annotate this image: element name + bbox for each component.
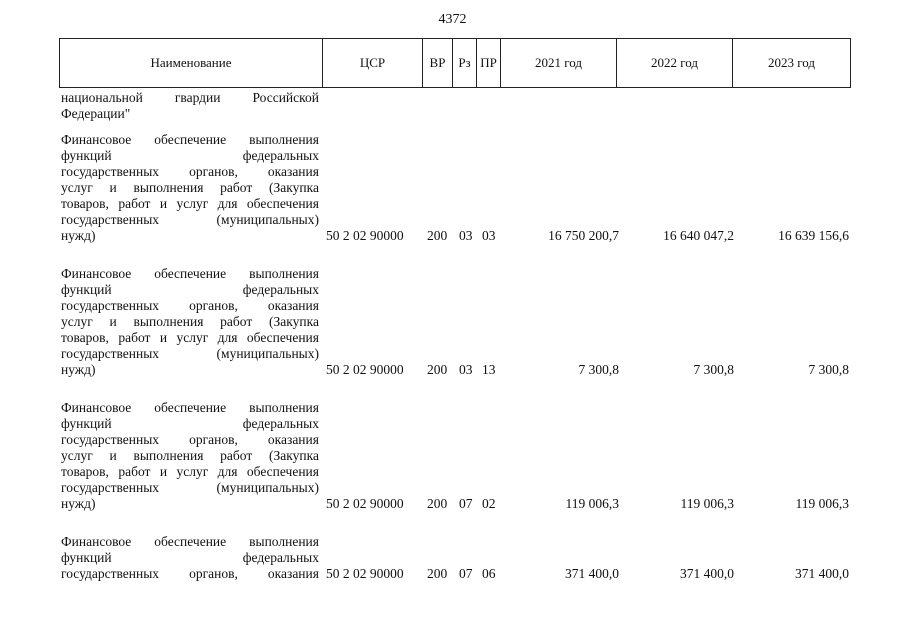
word: государственных [61,432,160,447]
row-vr: 200 [427,566,448,581]
word: выполнения [249,266,319,281]
text-line [61,432,319,448]
text-line [61,416,319,432]
word: обеспечения [246,464,319,479]
row-amount-2023: 371 400,0 [795,566,849,581]
row-vr: 200 [427,362,448,377]
text-line [61,132,319,148]
text-line [61,566,319,582]
word: государственных [61,298,160,313]
row-pr: 06 [482,566,496,581]
word: функций [61,416,112,431]
text-line [61,448,319,464]
word: товаров, [61,196,109,211]
row-rz: 07 [459,496,473,511]
row-amount-2023: 16 639 156,6 [778,228,849,243]
word: нужд) [61,228,96,243]
word: товаров, [61,330,109,345]
row-amount-2022: 371 400,0 [680,566,734,581]
text-line [61,196,319,212]
word: федеральных [242,282,319,297]
row-rz: 03 [459,228,473,243]
word: государственных [61,566,160,581]
text-line [61,400,319,416]
row-rz: 07 [459,566,473,581]
row-amount-2021: 371 400,0 [565,566,619,581]
row-name-text [61,132,319,244]
text-line [61,550,319,566]
word: для [217,464,238,479]
text-line [61,314,319,330]
word: обеспечение [154,132,227,147]
text-line [61,298,319,314]
row-amount-2022: 7 300,8 [693,362,734,377]
header-2021: 2021 год [501,39,617,87]
word: работ [118,196,151,211]
word: выполнения [133,180,204,195]
word: услуг [61,314,93,329]
row-pr: 13 [482,362,496,377]
word: и [109,448,117,463]
text-line [61,148,319,164]
word: работ [118,330,151,345]
word: работ [220,448,253,463]
word: выполнения [133,314,204,329]
word: обеспечение [154,266,227,281]
word: нужд) [61,362,96,377]
row-csr: 50 2 02 90000 [326,362,404,377]
text-line [61,464,319,480]
word: и [109,314,117,329]
word: функций [61,148,112,163]
header-2022: 2022 год [617,39,733,87]
header-vr: ВР [423,39,453,87]
word: органов, [189,298,238,313]
continuation-text [61,90,319,122]
row-csr: 50 2 02 90000 [326,496,404,511]
word: услуг [176,330,209,345]
word: государственных [61,346,160,361]
word: обеспечение [154,534,227,549]
header-csr: ЦСР [323,39,423,87]
word: и [109,180,117,195]
row-name-text [61,400,319,512]
text-line [61,534,319,550]
word: федеральных [242,416,319,431]
word: для [217,330,238,345]
table-header [59,38,851,88]
word: органов, [189,164,238,179]
word: услуг [61,448,93,463]
text-line [61,90,319,106]
text-line [61,362,319,378]
word: национальной [61,90,143,105]
text-line [61,496,319,512]
word: (Закупка [269,314,319,329]
row-name-text [61,534,319,582]
word: государственных [61,164,160,179]
word: нужд) [61,496,96,511]
word: Финансовое [61,400,132,415]
word: (муниципальных) [216,212,319,227]
header-rz: Рз [453,39,477,87]
word: функций [61,282,112,297]
row-amount-2023: 119 006,3 [795,496,849,511]
word: оказания [267,432,319,447]
row-vr: 200 [427,228,448,243]
word: обеспечение [154,400,227,415]
word: Финансовое [61,534,132,549]
word: Российской [252,90,319,105]
row-vr: 200 [427,496,448,511]
word: для [217,196,238,211]
word: выполнения [249,534,319,549]
word: Финансовое [61,132,132,147]
word: обеспечения [246,196,319,211]
word: Федерации" [61,106,131,121]
word: оказания [267,566,319,581]
text-line [61,212,319,228]
text-line [61,228,319,244]
row-amount-2023: 7 300,8 [808,362,849,377]
text-line [61,164,319,180]
row-amount-2021: 119 006,3 [565,496,619,511]
word: органов, [189,432,238,447]
word: оказания [267,298,319,313]
word: федеральных [242,550,319,565]
row-pr: 03 [482,228,496,243]
header-2023: 2023 год [768,55,815,70]
header-pr: ПР [477,39,501,87]
row-rz: 03 [459,362,473,377]
text-line [61,346,319,362]
row-csr: 50 2 02 90000 [326,228,404,243]
page-number: 4372 [438,12,467,27]
text-line [61,480,319,496]
word: выполнения [249,132,319,147]
word: товаров, [61,464,109,479]
word: работ [220,180,253,195]
word: и [159,464,168,479]
word: федеральных [242,148,319,163]
row-name-text [61,266,319,378]
word: функций [61,550,112,565]
word: (муниципальных) [216,346,319,361]
text-line [61,330,319,346]
word: государственных [61,480,160,495]
row-amount-2022: 16 640 047,2 [663,228,734,243]
text-line [61,266,319,282]
word: государственных [61,212,160,227]
text-line [61,106,319,122]
row-amount-2021: 7 300,8 [578,362,619,377]
word: (Закупка [269,180,319,195]
word: гвардии [174,90,221,105]
word: и [159,196,168,211]
word: Финансовое [61,266,132,281]
word: (муниципальных) [216,480,319,495]
row-csr: 50 2 02 90000 [326,566,404,581]
word: (Закупка [269,448,319,463]
header-name: Наименование [60,39,323,87]
word: работ [118,464,151,479]
word: и [159,330,168,345]
word: выполнения [133,448,204,463]
row-pr: 02 [482,496,496,511]
word: услуг [176,196,209,211]
word: услуг [176,464,209,479]
word: работ [220,314,253,329]
text-line [61,282,319,298]
word: обеспечения [246,330,319,345]
row-amount-2022: 119 006,3 [680,496,734,511]
word: органов, [189,566,238,581]
word: услуг [61,180,93,195]
word: оказания [267,164,319,179]
row-amount-2021: 16 750 200,7 [548,228,619,243]
word: выполнения [249,400,319,415]
text-line [61,180,319,196]
